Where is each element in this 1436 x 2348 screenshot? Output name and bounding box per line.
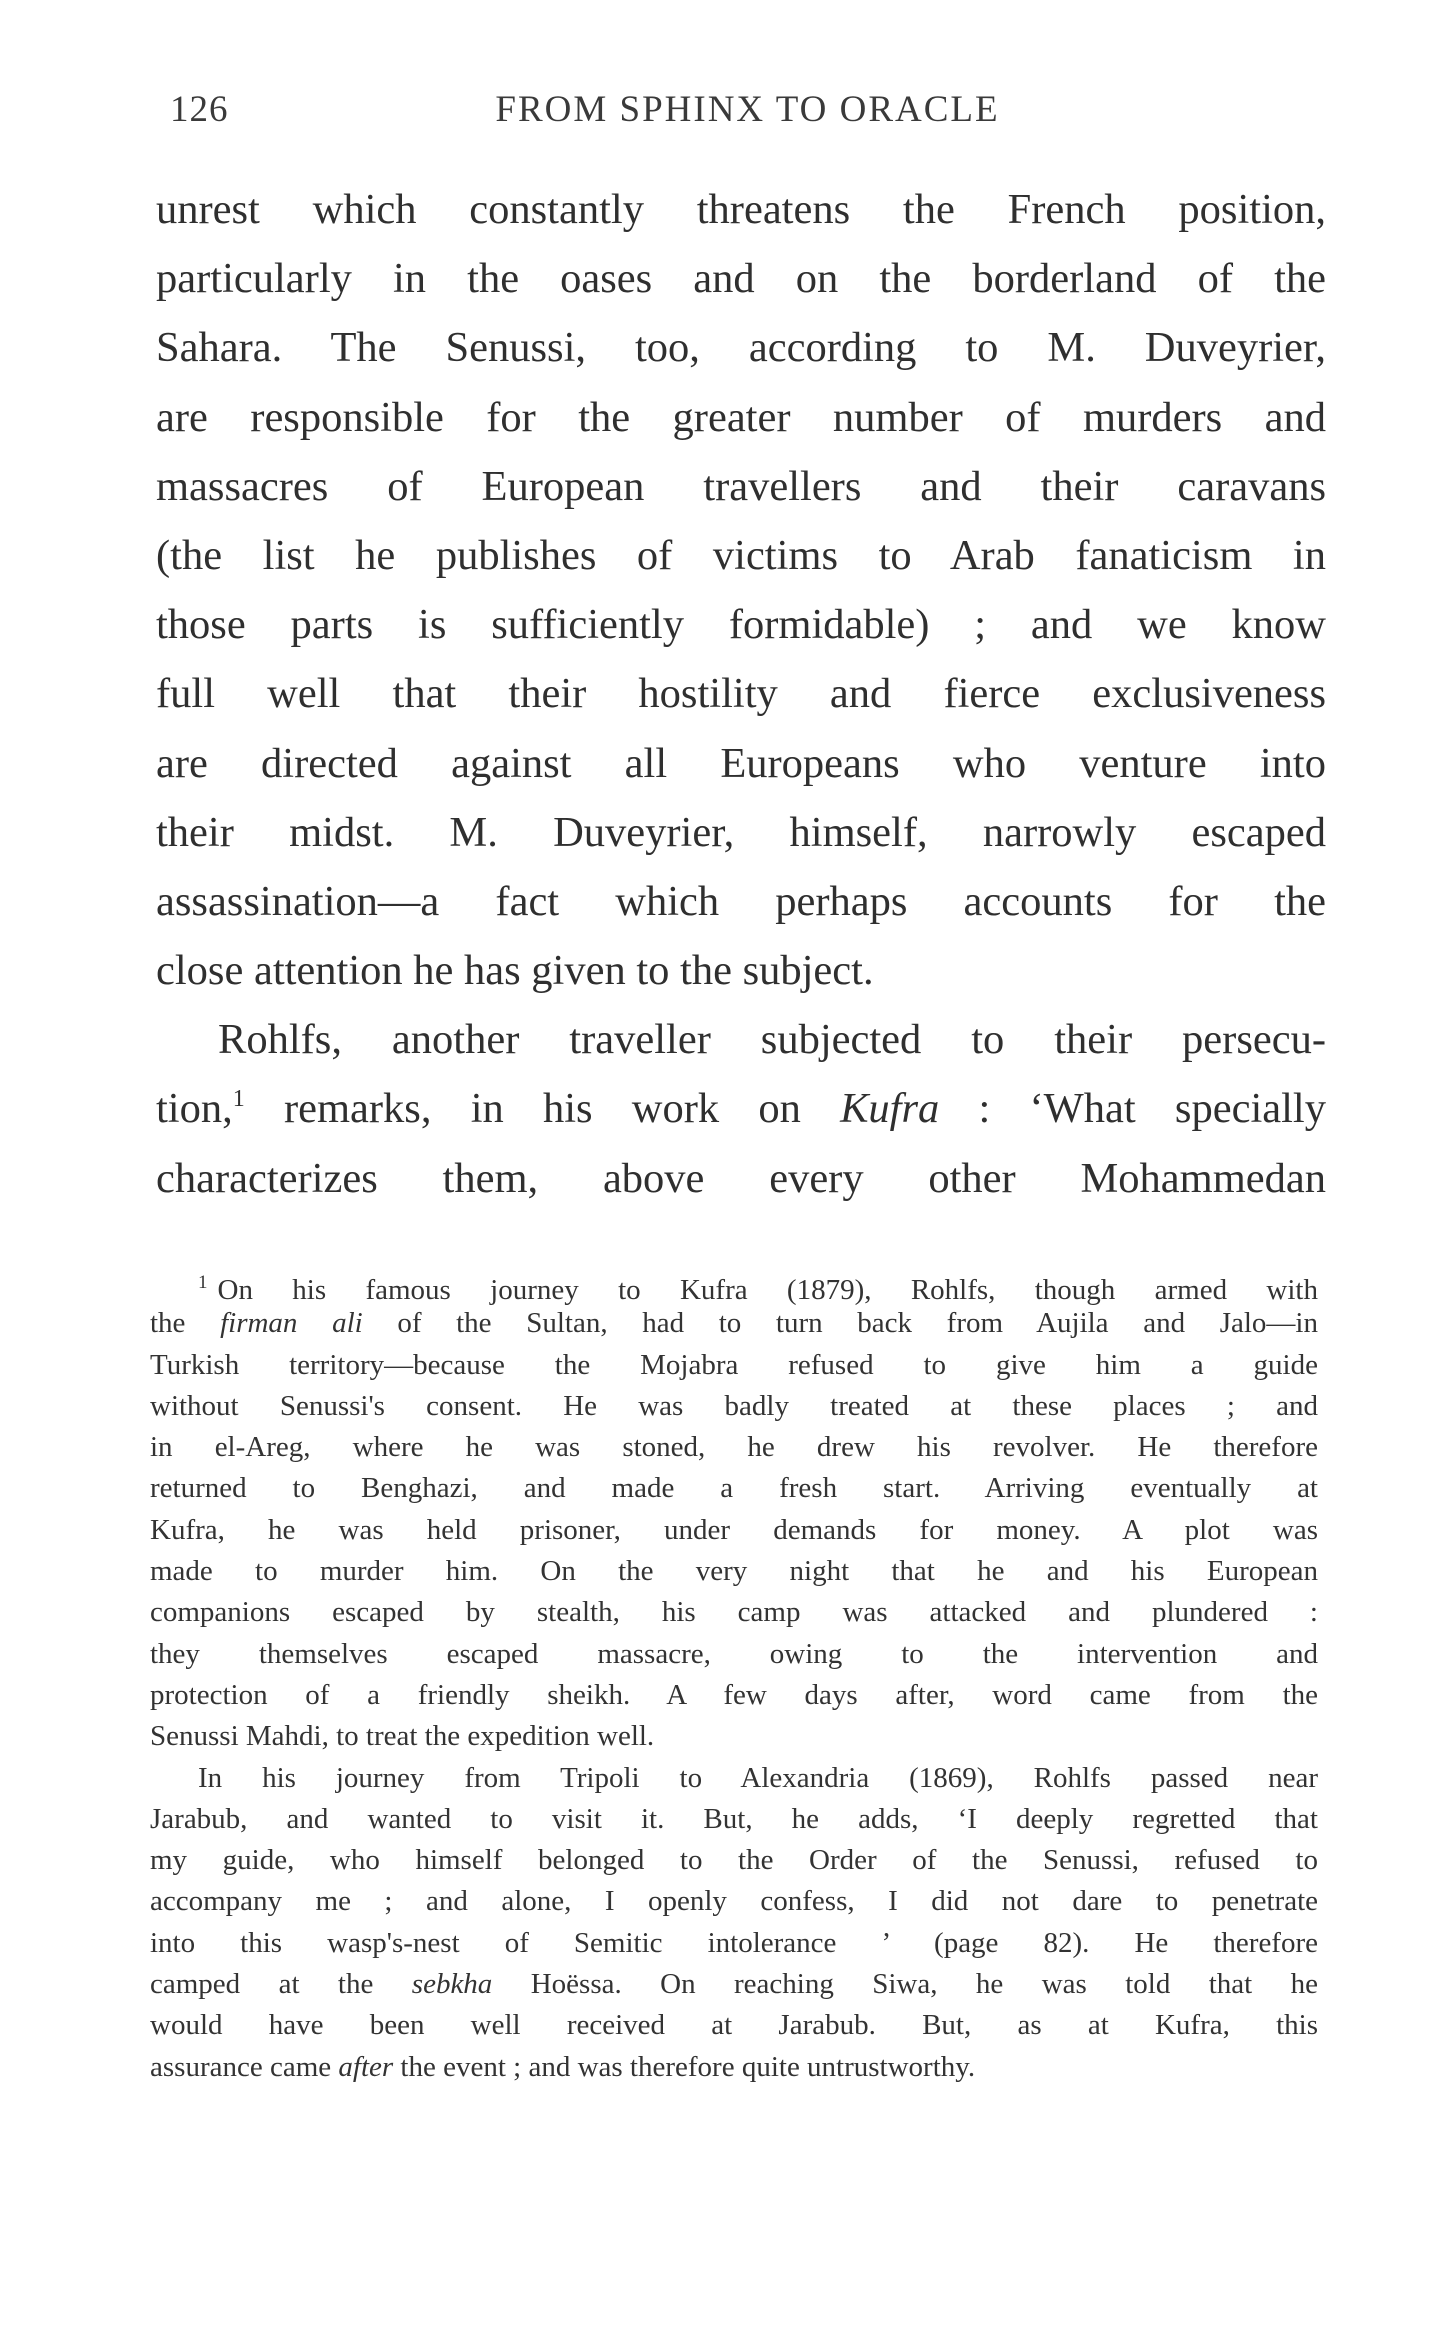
body-line: Sahara. The Senussi, too, according to M. Duveyrier, bbox=[156, 324, 1326, 372]
footnote-line: my guide, who himself belonged to the Order of the Senussi, refused to bbox=[150, 1844, 1318, 1877]
footnote-marker: 1 bbox=[198, 1272, 208, 1293]
body-line-with-note bbox=[156, 1074, 1326, 1143]
footnote-line: accompany me ; and alone, I openly confess, I did not dare to penetrate bbox=[150, 1885, 1318, 1918]
footnote-line: Senussi Mahdi, to treat the expedition well. bbox=[150, 1720, 655, 1753]
footnote-line: they themselves escaped massacre, owing to the intervention and bbox=[150, 1637, 1318, 1670]
italic-term: after bbox=[338, 2050, 394, 2083]
italic-term: firman ali bbox=[220, 1307, 363, 1340]
footnote-reference[interactable]: 1 bbox=[232, 1086, 245, 1113]
body-line: assassination—a fact which perhaps accounts for the bbox=[156, 877, 1326, 925]
footnote-line: companions escaped by stealth, his camp was attacked and plundered : bbox=[150, 1596, 1318, 1629]
body-line: characterizes them, above every other Mohammedan bbox=[156, 1154, 1326, 1202]
text-run: of the Sultan, had to turn back from Aujila and Jalo—in bbox=[362, 1307, 1318, 1340]
body-line: close attention he has given to the subject. bbox=[156, 947, 874, 995]
footnote-line bbox=[150, 1303, 1318, 1344]
body-line: (the list he publishes of victims to Arab fanaticism in bbox=[156, 531, 1326, 579]
footnote-line: without Senussi's consent. He was badly treated at these places ; and bbox=[150, 1389, 1318, 1422]
footnote-line: into this wasp's-nest of Semitic intolerance ’ (page 82). He therefore bbox=[150, 1926, 1318, 1959]
text-run: the bbox=[150, 1307, 221, 1340]
footnote-line: Kufra, he was held prisoner, under demands for money. A plot was bbox=[150, 1513, 1318, 1546]
page-number: 126 bbox=[170, 89, 229, 130]
body-line: are directed against all Europeans who venture into bbox=[156, 739, 1326, 787]
text-run: tion, bbox=[156, 1085, 233, 1133]
italic-term: sebkha bbox=[411, 1968, 493, 2001]
text-run: : ‘What specially bbox=[939, 1085, 1326, 1133]
footnote-line bbox=[150, 2047, 1318, 2088]
body-line: are responsible for the greater number of murders and bbox=[156, 393, 1326, 441]
body-line: their midst. M. Duveyrier, himself, narrowly escaped bbox=[156, 808, 1326, 856]
text-run: camped at the bbox=[150, 1968, 412, 2001]
body-line: Rohlfs, another traveller subjected to their persecu- bbox=[218, 1016, 1326, 1064]
book-title-italic: Kufra bbox=[840, 1085, 940, 1133]
body-line: those parts is sufficiently formidable) ; and we know bbox=[156, 601, 1326, 649]
footnote-line: protection of a friendly sheikh. A few days after, word came from the bbox=[150, 1678, 1318, 1711]
footnote-line bbox=[150, 1262, 1318, 1306]
body-line: particularly in the oases and on the borderland of the bbox=[156, 255, 1326, 303]
footnote-line: in el-Areg, where he was stoned, he drew his revolver. He therefore bbox=[150, 1431, 1318, 1464]
body-line: unrest which constantly threatens the French position, bbox=[156, 186, 1326, 233]
running-title: FROM SPHINX TO ORACLE bbox=[495, 89, 1000, 130]
text-run: On his famous journey to Kufra (1879), Rohlfs, though armed with bbox=[217, 1274, 1318, 1306]
footnote-line: In his journey from Tripoli to Alexandria (1869), Rohlfs passed near bbox=[198, 1761, 1318, 1794]
text-run: assurance came bbox=[150, 2050, 339, 2083]
text-run: the event ; and was therefore quite untrustworthy. bbox=[393, 2050, 976, 2083]
footnote-line: would have been well received at Jarabub. But, as at Kufra, this bbox=[150, 2009, 1318, 2042]
footnotes bbox=[150, 1262, 1318, 2088]
running-head bbox=[170, 88, 1325, 136]
footnote-line bbox=[150, 1964, 1318, 2005]
body-text bbox=[156, 175, 1326, 1213]
footnote-line: Jarabub, and wanted to visit it. But, he adds, ‘I deeply regretted that bbox=[150, 1802, 1318, 1835]
footnote-line: Turkish territory—because the Mojabra refused to give him a guide bbox=[150, 1348, 1318, 1381]
body-line: full well that their hostility and fierce exclusiveness bbox=[156, 670, 1326, 718]
footnote-line: made to murder him. On the very night that he and his European bbox=[150, 1555, 1318, 1588]
text-run: Hoëssa. On reaching Siwa, he was told that he bbox=[492, 1968, 1318, 2001]
body-line: massacres of European travellers and their caravans bbox=[156, 462, 1326, 510]
text-run: remarks, in his work on bbox=[244, 1085, 841, 1133]
footnote-line: returned to Benghazi, and made a fresh start. Arriving eventually at bbox=[150, 1472, 1318, 1505]
